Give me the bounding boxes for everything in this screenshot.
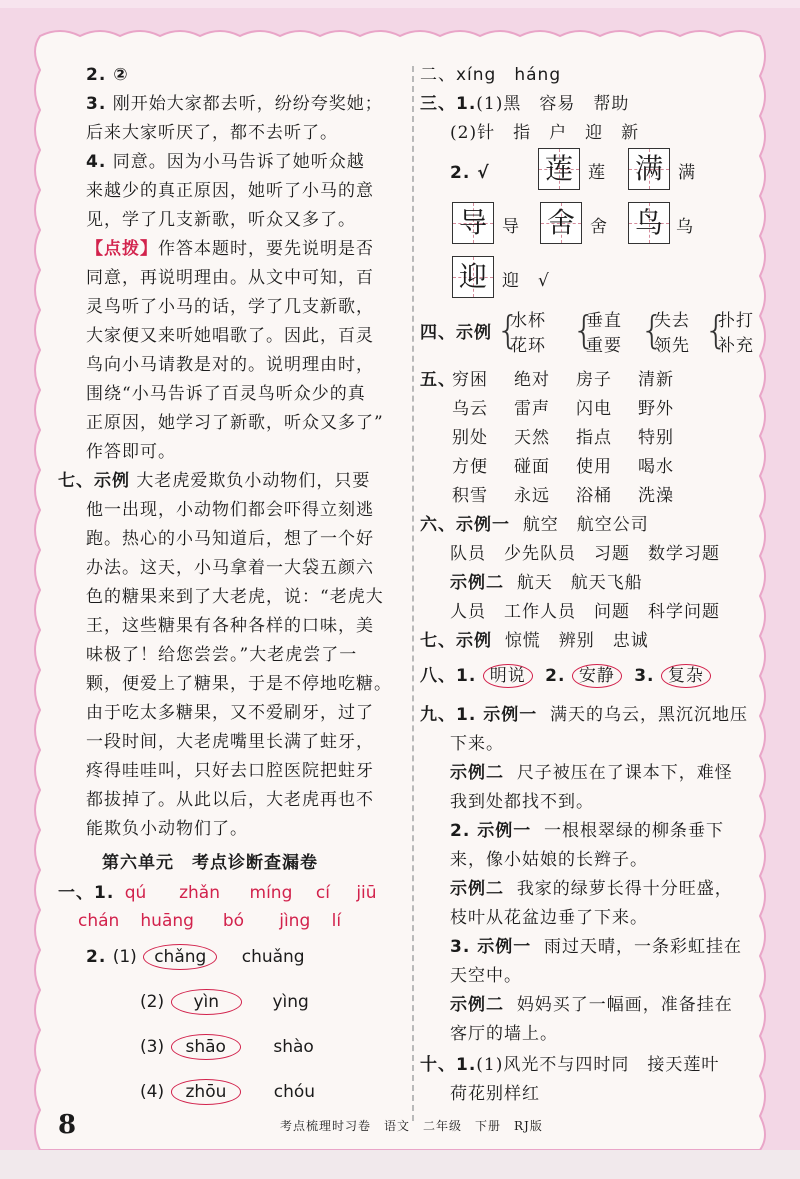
answer-text: 枝叶从花盆边垂了下来。 — [450, 908, 648, 928]
pinyin-answer: jiū — [356, 883, 377, 903]
word: 绝对 — [514, 370, 550, 390]
answer-text: 味极了！给您尝尝。”大老虎尝了一 — [86, 645, 358, 665]
answer-line — [420, 664, 711, 688]
answer-text: 作答即可。 — [86, 442, 176, 462]
answer-line — [450, 762, 733, 784]
character-grid — [538, 148, 580, 190]
answer-text: 二、xíng háng — [420, 65, 562, 85]
answer-text: 满天的乌云，黑沉沉地压 — [550, 705, 749, 725]
answer-text: 他一出现，小动物们都会吓得立刻逃 — [86, 500, 374, 520]
answer-text: (1)黑 容易 帮助 — [476, 94, 630, 114]
pinyin-choice-row — [140, 1079, 315, 1105]
answer-text: 后来大家听厌了，都不去听了。 — [86, 123, 338, 143]
pinyin-answer: qú — [124, 883, 147, 903]
answer-text: 作答本题时，要先说明是否 — [158, 239, 374, 259]
answer-text: 刚开始大家都去听，纷纷夸奖她； — [112, 94, 383, 114]
character-grid — [452, 256, 494, 298]
item-number: 八、1. — [420, 666, 477, 686]
pinyin-answer: lí — [331, 911, 342, 931]
answer-line — [420, 630, 649, 652]
answer-text: 航空 航空公司 — [522, 515, 649, 535]
word-row — [452, 369, 674, 391]
section-title: 第六单元 考点诊断查漏卷 — [102, 853, 318, 873]
answer-text: 迎 — [502, 271, 520, 291]
answer-line — [450, 994, 733, 1016]
hint-label: 【点拨】 — [86, 239, 158, 259]
word: 野外 — [638, 399, 674, 419]
answer-line — [86, 151, 365, 173]
item-number: 2. √ — [450, 163, 490, 183]
answer-text: (1)风光不与四时同 接天莲叶 — [476, 1055, 720, 1075]
item-number: 示例二 — [450, 879, 504, 899]
answer-line — [450, 936, 742, 958]
answer-text: 雨过天晴，一条彩虹挂在 — [544, 937, 743, 957]
pinyin-choice-row — [140, 989, 309, 1015]
answer-text: 我家的绿萝长得十分旺盛， — [516, 879, 733, 899]
answer-text: 队员 少先队员 习题 数学习题 — [450, 544, 720, 564]
answer-text: 能欺负小动物们了。 — [86, 819, 248, 839]
answer-text: 下来。 — [450, 734, 504, 754]
answer-line — [86, 93, 383, 115]
answer-text: 荷花别样红 — [450, 1084, 540, 1104]
answer-line — [420, 64, 561, 86]
answer-text: 一根根翠绿的柳条垂下 — [544, 821, 725, 841]
answer-text: (2)针 指 户 迎 新 — [450, 123, 640, 143]
answer-text: 疼得哇哇叫，只好去口腔医院把蛀牙 — [86, 761, 374, 781]
answer-text: 鸟向小马请教是对的。说明理由时， — [86, 355, 374, 375]
answer-text: 水杯 — [510, 311, 546, 331]
answer-line — [450, 878, 733, 900]
brace-icon: { — [640, 308, 665, 352]
pinyin-answer: jìng — [279, 911, 311, 931]
answer-text: 垂直 — [586, 311, 622, 331]
character-grid — [540, 202, 582, 244]
choice-number: (4) — [140, 1082, 165, 1102]
answer-text: 跑。热心的小马知道后，想了一个好 — [86, 529, 374, 549]
word: 乌云 — [452, 399, 488, 419]
answer-text: 失去 — [654, 311, 690, 331]
answer-text: 大老虎爱欺负小动物们，只要 — [136, 471, 371, 491]
answer-text: 妈妈买了一幅画，准备挂在 — [516, 995, 733, 1015]
answer-text: 我到处都找不到。 — [450, 792, 594, 812]
item-number: 七、示例 — [420, 631, 492, 651]
pinyin-option: chuǎng — [241, 947, 305, 967]
word: 指点 — [576, 428, 612, 448]
item-number: 3. 示例一 — [450, 937, 532, 957]
answer-text: 正原因，她学习了新歌，听众又多了” — [86, 413, 384, 433]
answer-text: 领先 — [654, 336, 690, 356]
word-row — [452, 485, 674, 507]
circled-word: 明说 — [483, 664, 533, 688]
pinyin-answer: míng — [249, 883, 293, 903]
grid-character: 导 — [458, 206, 487, 239]
answer-text: 惊慌 辨别 忠诚 — [504, 631, 649, 651]
word: 闪电 — [576, 399, 612, 419]
answer-page — [50, 52, 762, 1122]
answer-text: 来越少的真正原因，她听了小马的意 — [86, 181, 374, 201]
word: 别处 — [452, 428, 488, 448]
column-divider — [412, 66, 414, 1121]
answer-text: 扑打 — [718, 311, 754, 331]
answer-line — [86, 64, 129, 86]
choice-number: (1) — [112, 947, 137, 967]
item-number: 一、1. — [58, 883, 115, 903]
pinyin-option: chóu — [273, 1082, 316, 1102]
pinyin-option: yìng — [272, 992, 309, 1012]
pinyin-choice-row — [86, 944, 305, 970]
answer-text: 颗，便爱上了糖果，于是不停地吃糖。 — [86, 674, 392, 694]
word: 使用 — [576, 457, 612, 477]
item-number: 五、 — [420, 370, 456, 390]
answer-text: 乌 — [676, 217, 694, 237]
item-number: 示例二 — [450, 573, 504, 593]
brace-icon: { — [704, 308, 729, 352]
answer-text: 来，像小姑娘的长辫子。 — [450, 850, 648, 870]
word: 穷困 — [452, 370, 488, 390]
answer-line — [420, 93, 629, 115]
answer-text: 满 — [678, 163, 696, 183]
answer-line — [450, 572, 643, 594]
word: 洗澡 — [638, 486, 674, 506]
item-number: 2. — [86, 947, 107, 967]
check-mark: √ — [538, 271, 550, 291]
answer-line — [86, 238, 374, 260]
item-number: 2. — [545, 666, 566, 686]
word: 房子 — [576, 370, 612, 390]
word-row — [452, 398, 674, 420]
item-number: 九、1. 示例一 — [420, 705, 538, 725]
circled-word: 复杂 — [661, 664, 711, 688]
answer-text: 导 — [502, 217, 520, 237]
item-number: 3. — [86, 94, 107, 114]
circled-pinyin: shāo — [171, 1034, 241, 1060]
word-row — [452, 427, 674, 449]
item-number: 示例二 — [450, 763, 504, 783]
word: 方便 — [452, 457, 488, 477]
answer-text: 一段时间，大老虎嘴里长满了蛀牙， — [86, 732, 374, 752]
item-number: 示例二 — [450, 995, 504, 1015]
character-grid — [628, 148, 670, 190]
answer-text: 同意。因为小马告诉了她听众越 — [112, 152, 365, 172]
answer-text: 都拔掉了。从此以后，大老虎再也不 — [86, 790, 374, 810]
answer-text: 尺子被压在了课本下，难怪 — [516, 763, 733, 783]
answer-line — [450, 820, 724, 842]
pinyin-answer: zhǎn — [179, 883, 220, 903]
answer-text: 2. ② — [86, 65, 129, 85]
word-row — [452, 456, 674, 478]
answer-text: 人员 工作人员 问题 科学问题 — [450, 602, 720, 622]
footer-caption: 考点梳理时习卷 语文 二年级 下册 RJ版 — [280, 1119, 543, 1133]
pinyin-answer: chán — [78, 911, 120, 931]
answer-text: 天空中。 — [450, 966, 522, 986]
word: 喝水 — [638, 457, 674, 477]
answer-text: 灵鸟听了小马的话，学了几支新歌， — [86, 297, 374, 317]
answer-text: 见，学了几支新歌，听众又多了。 — [86, 210, 356, 230]
grid-character: 满 — [634, 152, 663, 185]
word: 天然 — [514, 428, 550, 448]
answer-text: 补充 — [718, 336, 754, 356]
word: 清新 — [638, 370, 674, 390]
grid-character: 舍 — [546, 206, 575, 239]
answer-line — [420, 1054, 719, 1076]
answer-text: 色的糖果来到了大老虎，说：“老虎大 — [86, 587, 384, 607]
item-number: 四、示例 — [420, 323, 492, 343]
item-number: 六、示例一 — [420, 515, 510, 535]
grid-character: 莲 — [544, 152, 573, 185]
brace-icon: { — [572, 308, 597, 352]
word: 浴桶 — [576, 486, 612, 506]
page-number: 8 — [58, 1110, 77, 1140]
circled-pinyin: chǎng — [143, 944, 217, 970]
word: 特别 — [638, 428, 674, 448]
circled-word: 安静 — [572, 664, 622, 688]
word: 永远 — [514, 486, 550, 506]
pinyin-option: shào — [273, 1037, 314, 1057]
answer-text: 围绕“小马告诉了百灵鸟听众少的真 — [86, 384, 366, 404]
answer-line — [420, 322, 492, 344]
answer-text: 大家便又来听她唱歌了。因此，百灵 — [86, 326, 374, 346]
item-number: 4. — [86, 152, 107, 172]
pinyin-answer: huāng — [140, 911, 194, 931]
answer-line — [420, 369, 456, 391]
word: 碰面 — [514, 457, 550, 477]
character-grid — [452, 202, 494, 244]
item-number: 七、示例 — [58, 471, 130, 491]
circled-pinyin: yìn — [171, 989, 243, 1015]
pinyin-choice-row — [140, 1034, 314, 1060]
character-grid — [628, 202, 670, 244]
answer-text: 客厅的墙上。 — [450, 1024, 558, 1044]
word: 积雪 — [452, 486, 488, 506]
answer-text: 办法。这天，小马拿着一大袋五颜六 — [86, 558, 374, 578]
choice-number: (3) — [140, 1037, 165, 1057]
answer-text: 重要 — [586, 336, 622, 356]
grid-character: 迎 — [458, 260, 487, 293]
answer-line — [58, 882, 377, 904]
answer-text: 花环 — [510, 336, 546, 356]
word: 雷声 — [514, 399, 550, 419]
grid-character: 鸟 — [634, 206, 663, 239]
answer-line — [78, 910, 341, 932]
answer-text: 航天 航天飞船 — [516, 573, 643, 593]
answer-text: 由于吃太多糖果，又不爱刷牙，过了 — [86, 703, 374, 723]
answer-text: 莲 — [588, 163, 606, 183]
item-number: 十、1. — [420, 1055, 477, 1075]
answer-text: 同意，再说明理由。从文中可知，百 — [86, 268, 374, 288]
answer-text: 舍 — [590, 217, 608, 237]
item-number: 三、1. — [420, 94, 477, 114]
brace-icon: { — [496, 308, 521, 352]
circled-pinyin: zhōu — [171, 1079, 242, 1105]
choice-number: (2) — [140, 992, 165, 1012]
pinyin-answer: bó — [222, 911, 245, 931]
answer-text: 王，这些糖果有各种各样的口味，美 — [86, 616, 374, 636]
answer-line — [420, 704, 748, 726]
answer-line — [420, 514, 649, 536]
answer-line — [58, 470, 370, 492]
pinyin-answer: cí — [315, 883, 330, 903]
item-number: 3. — [634, 666, 655, 686]
item-number: 2. 示例一 — [450, 821, 532, 841]
